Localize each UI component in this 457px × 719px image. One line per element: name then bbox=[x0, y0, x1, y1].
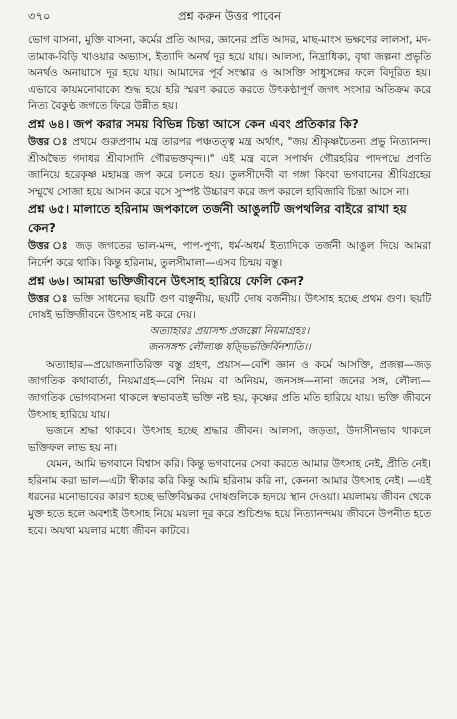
page-body bbox=[28, 32, 431, 539]
answer-65-text: জড় জগতের ভাল-মন্দ, পাপ-পুণ্য, ধর্ম-অধর্ম ইত্যাদিকে তর্জনী আঙুল দিয়ে আমরা নির্দেশ করে থাকি। কিন্তু হরিনাম, তুলসীমালা—এসব চিন্ময় বস্তু। bbox=[28, 240, 432, 269]
paragraph-faith: ভজনে শ্রদ্ধা থাকবে। উৎসাহ হচ্ছে শ্রদ্ধার জীবন। আলস্য, জড়তা, উদাসীনভাব থাকলে ভক্তিফল লাভ হয় না। bbox=[28, 425, 431, 454]
answer-64 bbox=[28, 134, 431, 200]
answer-label: উত্তর ঃ bbox=[28, 240, 70, 253]
answer-64-text: প্রথমে গুরুপ্রণাম মন্ত্র তারপর পঞ্চতত্ত্ব মন্ত্র অর্থাৎ, "জয় শ্রীকৃষ্ণচৈতন্য প্রভু নিত্যানন্দ। শ্রীঅদ্বৈত গদাধর শ্রীবাসাদি গৌরভক্তবৃন্দ।।" এই মন্ত্র বলে সপার্ষদ গৌরহরির পাদপদ্মে প্রণতি জানিয়ে হরেকৃষ্ণ মহামন্ত্র জপ করে চলতে হয়। তুলসীদেবী বা গঙ্গা কিংবা ভগবানের শ্রীবিগ্রহের সম্মুখে সোজা হয়ে আসন করে বসে সুস্পষ্ট উচ্চারণ করে জপ করলে হাবিজাবি চিন্তা আসে না। bbox=[28, 135, 432, 198]
answer-66 bbox=[28, 291, 431, 324]
paragraph-intro: ভোগ বাসনা, মুক্তি বাসনা, কর্মের প্রতি আদর, জ্ঞানের প্রতি আদর, মাছ-মাংস ভক্ষণের লালসা, মদ-তামাক-বিড়ি খাওয়ার অভ্যাস, ইত্যাদি অনর্থ দূর হয়ে যায়। আলস্য, নিদ্রাধিক্য, বৃথা জল্পনা প্রভৃতি অনর্থও অনায়াসে দূর হয়ে যায়। আমাদের পূর্ব সংস্কার ও আসক্তি সাধুসঙ্গের ফলে বিদূরিত হয়। এভাবে কায়মনোবাক্যে শুদ্ধ হয়ে হরি স্মরণ করতে করতে উৎকণ্ঠাপূর্ণ জগৎ সংসার অতিক্রম করে নিত্য বৈকুণ্ঠ জগতে ফিরে উন্নীত হয়। bbox=[28, 34, 431, 113]
question-65: প্রশ্ন ৬৫। মালাতে হরিনাম জপকালে তর্জনী আঙুলটি জপথলির বাইরে রাখা হয় কেন? bbox=[28, 202, 407, 236]
answer-66-text: ভক্তি সাধনের ছয়টি গুণ বাঞ্ছনীয়, ছয়টি দোষ বর্জনীয়। উৎসাহ হচ্ছে প্রথম গুণ। ছয়টি দোষই ভক্তিজীবনে উৎসাহ নষ্ট করে দেয়। bbox=[28, 292, 431, 322]
answer-65 bbox=[28, 238, 431, 271]
paragraph-example: যেমন, আমি ভগবানে বিশ্বাস করি। কিন্তু ভগবানের সেবা করতে আমার উৎসাহ নেই, প্রীতি নেই। হরিনাম করা ভাল—এটা স্বীকার করি কিন্তু আমি হরিনাম করি না, কেননা আমার উৎসাহ নেই। —এই ধরনের মনোভাবের কারণ হচ্ছে ভক্তিবিঘ্নকর দোষগুলিকে হৃদয়ে স্থান দেওয়া। ময়লাময় জীবন থেকে মুক্ত হতে হলে অবশ্যই উৎসাহ নিয়ে ময়লা দূর করে শুচিশুদ্ধ হয়ে নিত্যানন্দময় জীবনে উপনীত হতে হবে। অযথা ময়লার মধ্যে জীবন কাটবে। bbox=[28, 458, 431, 537]
question-66: প্রশ্ন ৬৬। আমরা ভক্তিজীবনে উৎসাহ হারিয়ে ফেলি কেন? bbox=[28, 273, 305, 288]
verse-line-1: অত্যাহারঃ প্রয়াসশ্চ প্রজল্পো নিয়মাগ্রহঃ। bbox=[149, 325, 310, 337]
question-64: প্রশ্ন ৬৪। জপ করার সময় বিভিন্ন চিন্তা আসে কেন এবং প্রতিকার কি? bbox=[28, 116, 359, 131]
running-title: প্রশ্ন করুন উত্তর পাবেন bbox=[177, 9, 282, 23]
verse-line-2: জনসঙ্গশ্চ লৌল্যঞ্চ ষড়্ভির্ভক্তির্বিনশ্যতি।। bbox=[148, 342, 311, 354]
paragraph-verse-explanation: অত্যাহার—প্রয়োজনাতিরিক্ত বস্তু গ্রহণ, প্রয়াস—বেশি জ্ঞান ও কর্মে আসক্তি, প্রজল্প—জড় জাগতিক কথাবার্তা, নিয়মাগ্রহ—বেশি নিয়ম বা অনিয়ম, জনসঙ্গ—নানা জনের সঙ্গ, লৌল্য—জাগতিক ভোগবাসনা থাকলে স্বভাবতই ভক্তি নষ্ট হয়, কৃষ্ণের প্রতি মতি হারিয়ে যায়। ভক্তি জীবনে উৎসাহ হারিয়ে যায়। bbox=[28, 358, 431, 421]
answer-label: উত্তর ঃ bbox=[28, 135, 69, 148]
page-header bbox=[28, 8, 431, 32]
page-number: ৩৭০ bbox=[28, 9, 51, 23]
answer-label: উত্তর ঃ bbox=[28, 292, 69, 305]
